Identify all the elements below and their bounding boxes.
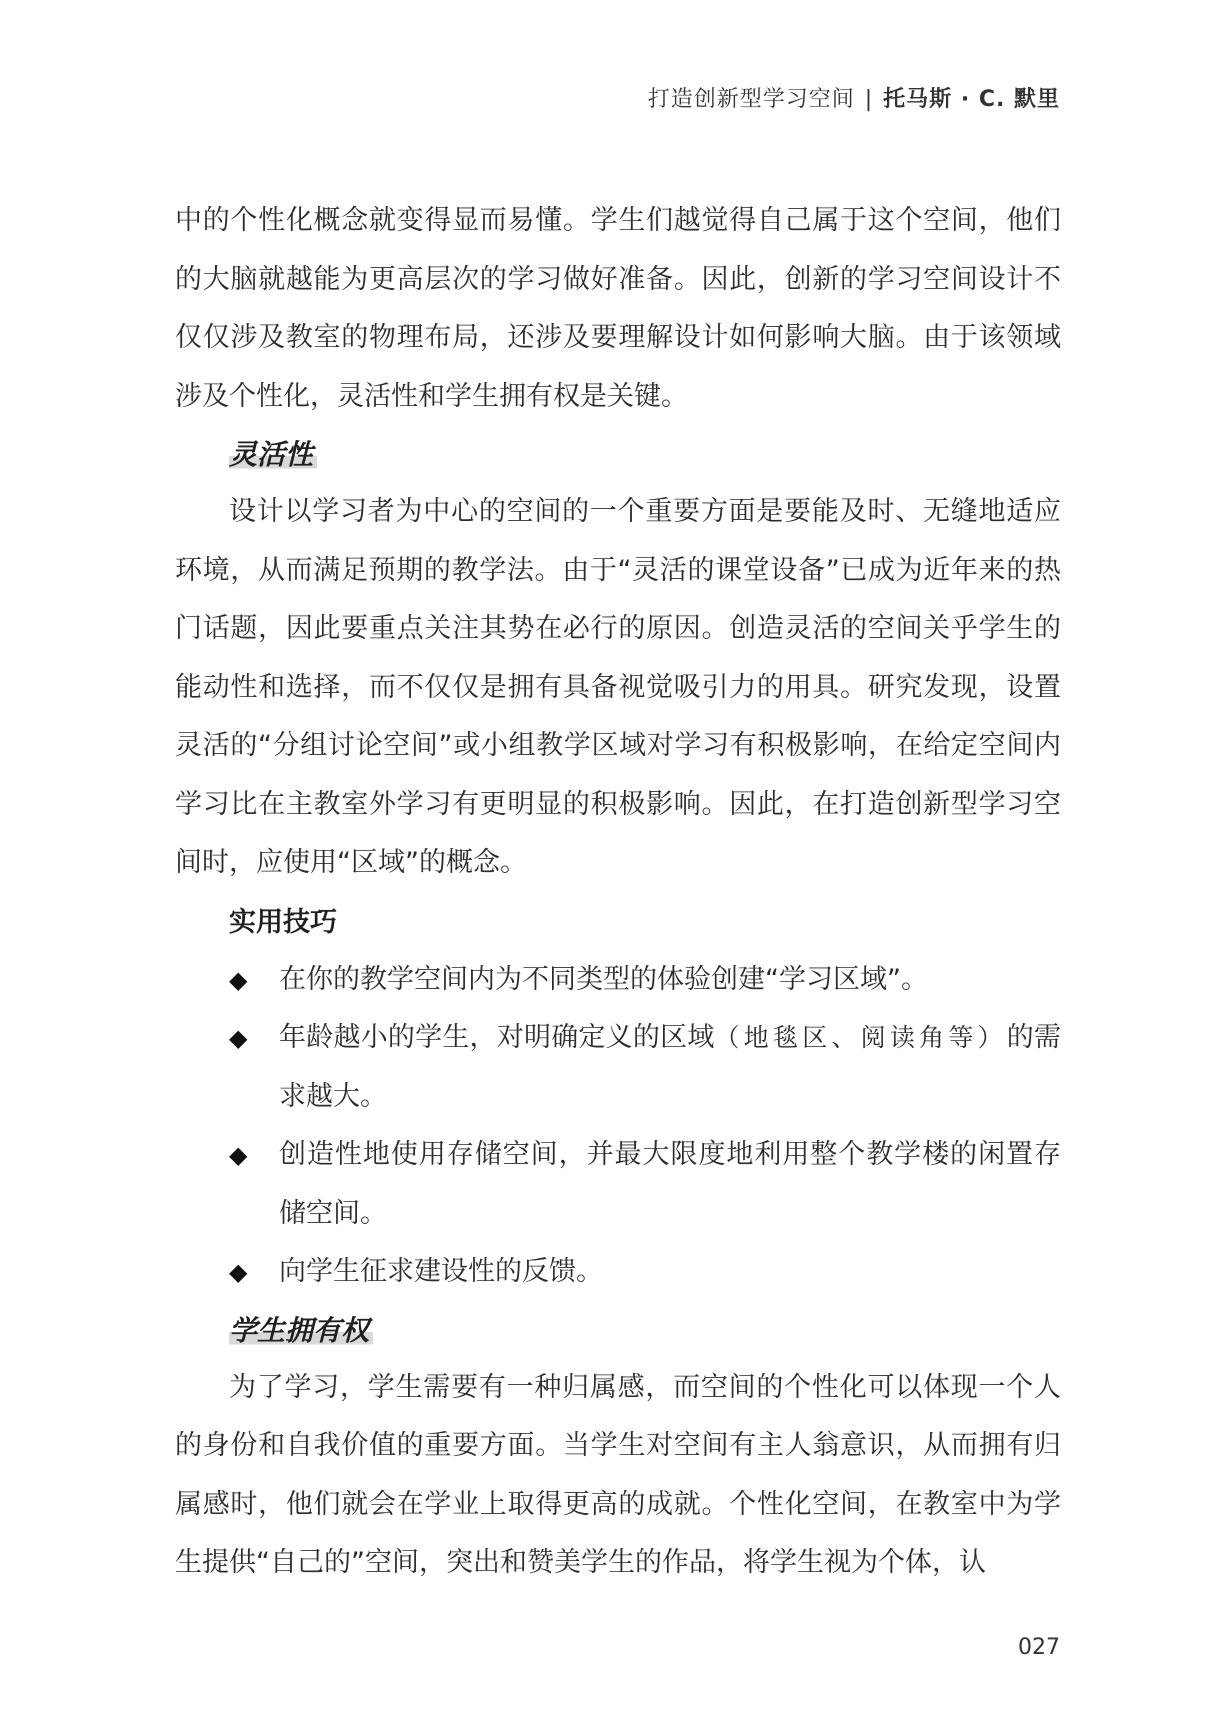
practical-tips-heading: 实用技巧 — [229, 906, 337, 938]
diamond-bullet-icon: ◆ — [229, 1024, 248, 1052]
list-item — [175, 951, 1061, 1010]
ownership-paragraph: 为了学习，学生需要有一种归属感，而空间的个性化可以体现一个人的身份和自我价值的重要方面。当学生对空间有主人翁意识，从而拥有归属感时，他们就会在学业上取得更高的成就。个性化空间，在教室中为学生提供“自己的”空间，突出和赞美学生的作品，将学生视为个体，认 — [175, 1371, 1061, 1578]
section-heading-student-ownership — [229, 1302, 1061, 1359]
tips-list — [175, 951, 1061, 1302]
diamond-bullet-icon: ◆ — [229, 1141, 248, 1169]
list-item — [175, 1009, 1061, 1126]
section-heading-flexibility — [229, 426, 1061, 483]
tip-text: 在你的教学空间内为不同类型的体验创建“学习区域”。 — [279, 963, 928, 995]
running-header — [648, 82, 1060, 113]
list-item — [175, 1243, 1061, 1302]
flexibility-heading-text: 灵活性 — [229, 438, 317, 471]
list-item — [175, 1126, 1061, 1243]
page-number: 027 — [1018, 1635, 1060, 1660]
intro-paragraph: 中的个性化概念就变得显而易懂。学生们越觉得自己属于这个空间，他们的大脑就越能为更高层次的学习做好准备。因此，创新的学习空间设计不仅仅涉及教室的物理布局，还涉及要理解设计如何影响大脑。由于该领域涉及个性化，灵活性和学生拥有权是关键。 — [175, 205, 1061, 412]
book-title: 打造创新型学习空间 — [647, 87, 855, 112]
ownership-heading-text: 学生拥有权 — [229, 1314, 373, 1347]
tip-parenthetical: （地毯区、阅读角等） — [714, 1023, 1007, 1052]
author-name: 托马斯 · C. 默里 — [883, 87, 1060, 112]
header-separator: | — [864, 87, 874, 112]
flexibility-paragraph: 设计以学习者为中心的空间的一个重要方面是要能及时、无缝地适应环境，从而满足预期的教学法。由于“灵活的课堂设备”已成为近年来的热门话题，因此要重点关注其势在必行的原因。创造灵活的空间关乎学生的能动性和选择，而不仅仅是拥有具备视觉吸引力的用具。研究发现，设置灵活的“分组讨论空间”或小组教学区域对学习有积极影响，在给定空间内学习比在主教室外学习有更明显的积极影响。因此，在打造创新型学习空间时，应使用“区域”的概念。 — [175, 496, 1061, 878]
diamond-bullet-icon: ◆ — [229, 965, 248, 994]
tip-text: 创造性地使用存储空间，并最大限度地利用整个教学楼的闲置存储空间。 — [279, 1139, 1061, 1229]
tip-text-end: 的需求越大。 — [279, 1022, 1061, 1112]
tip-text: 年龄越小的学生，对明确定义的区域 — [279, 1022, 715, 1053]
diamond-bullet-icon: ◆ — [229, 1258, 248, 1286]
page-body — [175, 192, 1061, 1593]
tip-text: 向学生征求建设性的反馈。 — [279, 1256, 603, 1287]
